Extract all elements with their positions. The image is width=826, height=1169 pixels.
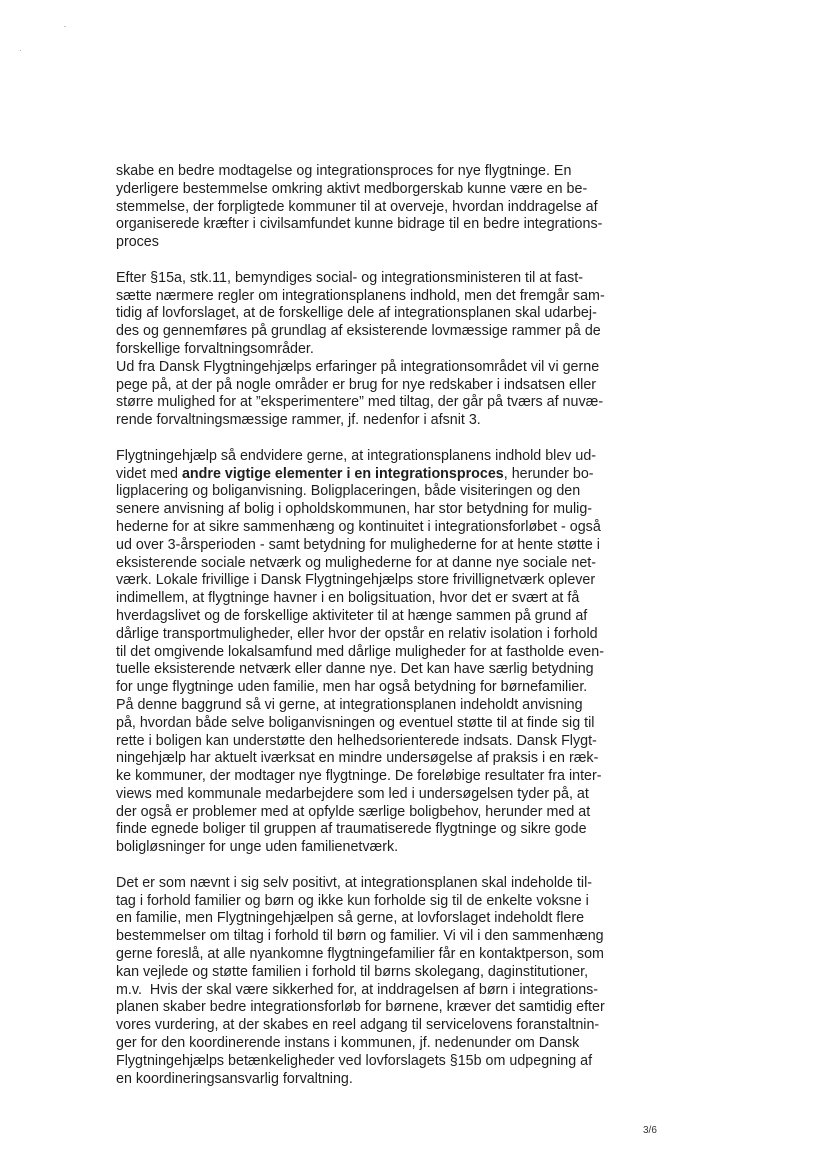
text-segment: hederne for at sikre sammenhæng og kontinuitet i integrationsforløbet - også	[116, 518, 601, 535]
scan-mark: ·	[19, 46, 22, 55]
bold-text-segment: andre vigtige elementer i en integrationsproces	[181, 465, 504, 482]
text-line	[116, 359, 676, 377]
text-segment: der også er problemer med at opfylde særlige boligbehov, herunder med at	[116, 803, 591, 820]
text-segment: m.v. Hvis der skal være sikkerhed for, at inddragelsen af børn i integrations-	[116, 981, 599, 998]
text-line	[116, 519, 676, 537]
text-line	[116, 555, 676, 573]
text-segment: pege på, at der på nogle områder er brug for nye redskaber i indsatsen eller	[116, 376, 597, 393]
text-line	[116, 216, 676, 234]
text-line	[116, 821, 676, 839]
paragraph	[116, 875, 676, 1089]
text-line	[116, 839, 676, 857]
text-segment: Det er som nævnt i sig selv positivt, at integrationsplanen skal indeholde til-	[116, 874, 593, 891]
text-segment: rette i boligen kan understøtte den helhedsorienterede indsats. Dansk Flygt-	[116, 732, 597, 749]
text-segment: til det omgivende lokalsamfund med dårlige muligheder for at fastholde even-	[116, 643, 604, 660]
page-number: 3/6	[643, 1125, 657, 1136]
text-line	[116, 1071, 676, 1089]
text-line	[116, 804, 676, 822]
text-segment: gerne foreslå, at alle nyankomne flygtningefamilier får en kontaktperson, som	[116, 946, 604, 963]
text-segment: des og gennemføres på grundlag af eksisterende lovmæssige rammer på de	[116, 323, 601, 340]
text-line	[116, 412, 676, 430]
text-line	[116, 341, 676, 359]
text-line	[116, 964, 676, 982]
text-segment: hverdagslivet og de forskellige aktiviteter til at hænge sammen på grund af	[116, 607, 588, 624]
text-line	[116, 234, 676, 252]
text-line	[116, 786, 676, 804]
text-line	[116, 608, 676, 626]
text-segment: tidig af lovforslaget, at de forskellige dele af integrationsplanen skal udarbej-	[116, 305, 597, 322]
text-segment: rende forvaltningsmæssige rammer, jf. nedenfor i afsnit 3.	[116, 412, 481, 429]
text-segment: proces	[116, 234, 159, 251]
text-segment: På denne baggrund så vi gerne, at integrationsplanen indeholdt anvisning	[116, 696, 583, 713]
text-segment: vores vurdering, at der skabes en reel adgang til servicelovens foranstaltnin-	[116, 1017, 600, 1034]
paragraph	[116, 270, 676, 430]
text-segment: Efter §15a, stk.11, bemyndiges social- og integrationsministeren til at fast-	[116, 269, 583, 286]
text-line	[116, 946, 676, 964]
text-segment: ligplacering og boliganvisning. Boligplaceringen, både visiteringen og den	[116, 483, 581, 500]
text-line	[116, 893, 676, 911]
text-line	[116, 661, 676, 679]
text-segment: organiserede kræfter i civilsamfundet kunne bidrage til en bedre integrations-	[116, 216, 603, 233]
text-segment: for unge flygtninge uden familie, men har også betydning for børnefamilier.	[116, 679, 588, 696]
paragraph-gap	[116, 252, 676, 270]
text-line	[116, 572, 676, 590]
text-line	[116, 466, 676, 484]
text-line	[116, 626, 676, 644]
text-line	[116, 768, 676, 786]
text-line	[116, 928, 676, 946]
text-line	[116, 750, 676, 768]
text-line	[116, 501, 676, 519]
text-line	[116, 644, 676, 662]
text-line	[116, 288, 676, 306]
paragraph-gap	[116, 430, 676, 448]
text-line	[116, 483, 676, 501]
text-segment: Flygtningehjælps betænkeligheder ved lovforslagets §15b om udpegning af	[116, 1052, 593, 1069]
text-line	[116, 733, 676, 751]
text-segment: skabe en bedre modtagelse og integrationsproces for nye flygtninge. En	[116, 163, 572, 179]
text-line	[116, 377, 676, 395]
body-text	[116, 163, 676, 1088]
text-line	[116, 163, 676, 181]
text-segment: sætte nærmere regler om integrationsplanens indhold, men det fremgår sam-	[116, 287, 605, 304]
text-segment: planen skaber bedre integrationsforløb for børnene, kræver det samtidig efter	[116, 999, 605, 1016]
text-segment: forskellige forvaltningsområder.	[116, 340, 314, 357]
text-segment: tuelle eksisterende netværk eller danne nye. Det kan have særlig betydning	[116, 661, 594, 678]
text-line	[116, 910, 676, 928]
text-segment: views med kommunale medarbejdere som led i undersøgelsen tyder på, at	[116, 785, 589, 802]
text-segment: senere anvisning af bolig i opholdskommunen, har stor betydning for mulig-	[116, 501, 593, 518]
text-segment: videt med	[116, 465, 182, 482]
text-segment: dårlige transportmuligheder, eller hvor der opstår en relativ isolation i forhold	[116, 625, 598, 642]
text-segment: en koordineringsansvarlig forvaltning.	[116, 1070, 353, 1087]
text-line	[116, 448, 676, 466]
text-segment: ger for den koordinerende instans i kommunen, jf. nedenunder om Dansk	[116, 1035, 580, 1052]
text-line	[116, 590, 676, 608]
text-line	[116, 1017, 676, 1035]
text-line	[116, 323, 676, 341]
text-segment: yderligere bestemmelse omkring aktivt medborgerskab kunne være en be-	[116, 180, 588, 197]
text-segment: kan vejlede og støtte familien i forhold til børns skolegang, daginstitutioner,	[116, 963, 589, 980]
text-segment: indimellem, at flygtninge havner i en boligsituation, hvor det er svært at få	[116, 590, 580, 607]
text-line	[116, 982, 676, 1000]
text-segment: bestemmelser om tiltag i forhold til børn og familier. Vi vil i den sammenhæng	[116, 928, 604, 945]
text-segment: ke kommuner, der modtager nye flygtninge. De foreløbige resultater fra inter-	[116, 768, 602, 785]
text-line	[116, 1053, 676, 1071]
text-segment: finde egnede boliger til gruppen af traumatiserede flygtninge og sikre gode	[116, 821, 587, 838]
text-line	[116, 1035, 676, 1053]
text-segment: , herunder bo-	[503, 465, 594, 482]
text-segment: større mulighed for at ”eksperimentere” med tiltag, der går på tværs af nuvæ-	[116, 394, 604, 411]
text-line	[116, 199, 676, 217]
text-segment: på, hvordan både selve boliganvisningen og eventuel støtte til at finde sig til	[116, 714, 595, 731]
text-line	[116, 181, 676, 199]
text-segment: værk. Lokale frivillige i Dansk Flygtningehjælps store frivillignetværk oplever	[116, 572, 596, 589]
text-line	[116, 697, 676, 715]
text-segment: tag i forhold familier og børn og ikke kun forholde sig til de enkelte voksne i	[116, 892, 589, 909]
text-line	[116, 305, 676, 323]
text-segment: en familie, men Flygtningehjælpen så gerne, at lovforslaget indeholdt flere	[116, 910, 585, 927]
text-segment: Ud fra Dansk Flygtningehjælps erfaringer på integrationsområdet vil vi gerne	[116, 358, 600, 375]
text-line	[116, 999, 676, 1017]
text-segment: stemmelse, der forpligtede kommuner til at overveje, hvordan inddragelse af	[116, 198, 598, 215]
text-line	[116, 394, 676, 412]
text-segment: eksisterende sociale netværk og mulighederne for at danne nye sociale net-	[116, 554, 597, 571]
paragraph-gap	[116, 857, 676, 875]
text-segment: ningehjælp har aktuelt iværksat en mindre undersøgelse af praksis i en ræk-	[116, 750, 599, 767]
scan-dot	[64, 26, 66, 27]
text-segment: Flygtningehjælp så endvidere gerne, at integrationsplanens indhold blev ud-	[116, 447, 597, 464]
text-segment: ud over 3-årsperioden - samt betydning for mulighederne for at hente støtte i	[116, 536, 600, 553]
text-line	[116, 679, 676, 697]
text-line	[116, 270, 676, 288]
text-segment: boligløsninger for unge uden familienetværk.	[116, 839, 399, 856]
paragraph	[116, 163, 676, 252]
paragraph	[116, 448, 676, 857]
text-line	[116, 875, 676, 893]
text-line	[116, 537, 676, 555]
text-line	[116, 715, 676, 733]
